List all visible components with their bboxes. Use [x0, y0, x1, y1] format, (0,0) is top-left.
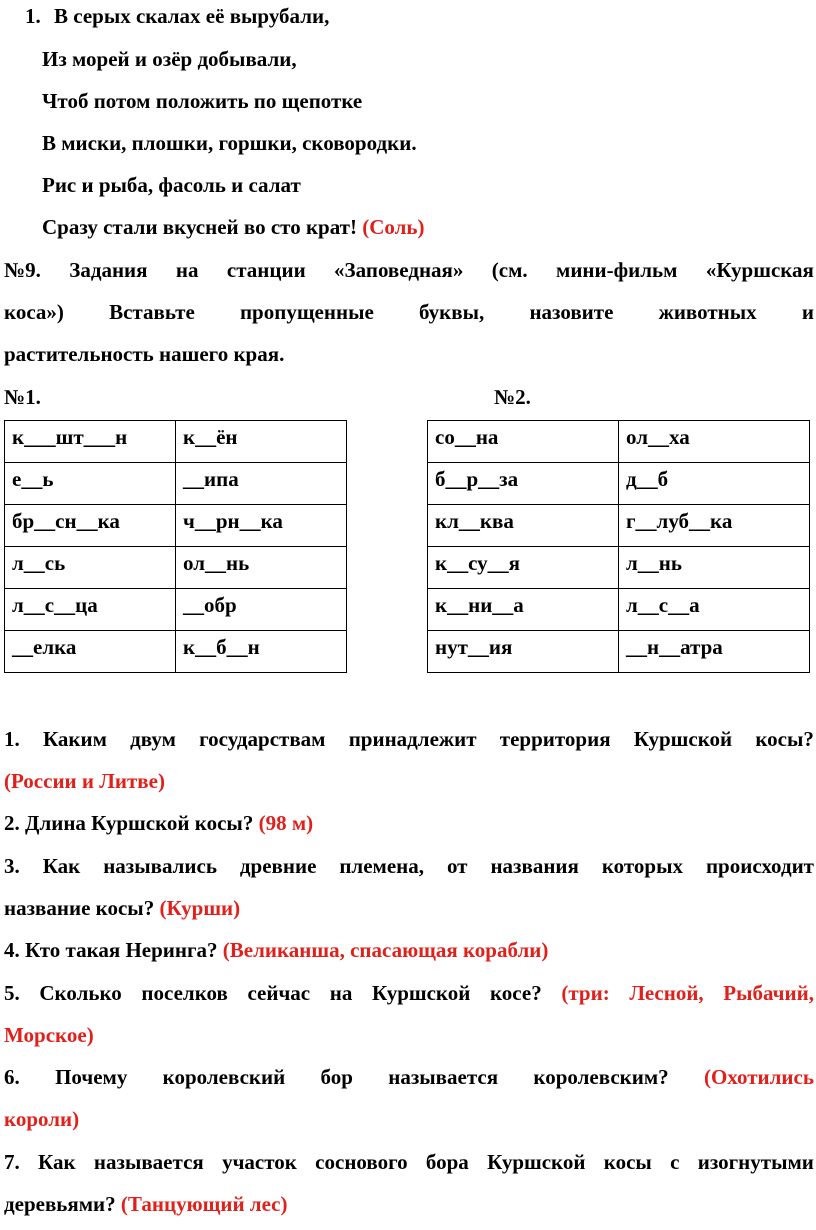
- riddle-line-5: Рис и рыба, фасоль и салат: [42, 173, 301, 197]
- question-3-word: 3.: [4, 854, 20, 878]
- table-cell: бр__сн__ка: [5, 505, 176, 547]
- table-row: [428, 547, 810, 589]
- task9-line-1-word: станции: [226, 258, 306, 282]
- question-1-word: территория: [499, 727, 611, 751]
- question-3-word: Как: [42, 854, 81, 878]
- riddle-line-4: В миски, плошки, горшки, сковородки.: [42, 131, 417, 155]
- table-cell: __ипа: [176, 463, 347, 505]
- question-3-word: назывались: [103, 854, 217, 878]
- question-4-text: 4. Кто такая Неринга?: [4, 938, 218, 962]
- question-7-word: бора: [425, 1150, 469, 1174]
- table-row: [5, 463, 347, 505]
- table-cell: л__с__а: [619, 589, 810, 631]
- task9-line-2-word: буквы,: [418, 300, 485, 324]
- question-6-answer-word: (Охотились: [703, 1065, 814, 1089]
- question-6-word: называется: [388, 1065, 499, 1089]
- question-1-word: Каким: [42, 727, 107, 751]
- task9-line-1-word: «Куршская: [705, 258, 814, 282]
- question-3-line-2: [4, 895, 240, 921]
- table-cell: к__су__я: [428, 547, 619, 589]
- table-1: [4, 420, 347, 673]
- table-row: [5, 589, 347, 631]
- question-3-word: названия: [490, 854, 579, 878]
- question-5-word: косе?: [489, 981, 542, 1005]
- table-cell: к__ён: [176, 421, 347, 463]
- question-2-answer: (98 м): [258, 811, 314, 835]
- question-1-word: Куршской: [633, 727, 733, 751]
- task9-line-1-word: (см.: [491, 258, 528, 282]
- table-cell: __елка: [5, 631, 176, 673]
- task9-line-1-word: №9.: [4, 258, 41, 282]
- question-5-word: Куршской: [372, 981, 471, 1005]
- question-7-line-2: [4, 1191, 287, 1217]
- question-5-answer-word: (три:: [561, 981, 610, 1005]
- table-row: [428, 589, 810, 631]
- question-1-word: 1.: [4, 727, 20, 751]
- table-cell: г__луб__ка: [619, 505, 810, 547]
- question-6-word: бор: [320, 1065, 353, 1089]
- table-row: [428, 631, 810, 673]
- question-1-answer: (России и Литве): [4, 769, 165, 793]
- table-cell: к__б__н: [176, 631, 347, 673]
- table1-label: №1.: [4, 385, 41, 409]
- question-1-word: государствам: [199, 727, 326, 751]
- task9-line-2: [4, 299, 814, 325]
- question-5-word: поселков: [141, 981, 228, 1005]
- riddle-line-1: В серых скалах её вырубали,: [54, 4, 330, 28]
- question-4-answer: (Великанша, спасающая корабли): [222, 938, 549, 962]
- question-3-word: которых: [601, 854, 683, 878]
- question-7-answer: (Танцующий лес): [120, 1192, 288, 1216]
- question-6-answer-line-2: короли): [4, 1107, 80, 1131]
- riddle-answer: (Соль): [362, 215, 425, 239]
- table-cell: __обр: [176, 589, 347, 631]
- table-cell: ол__нь: [176, 547, 347, 589]
- question-6-line-1: [4, 1064, 814, 1090]
- question-6-word: Почему: [55, 1065, 128, 1089]
- question-7-word: изогнутыми: [697, 1150, 814, 1174]
- table-cell: л__сь: [5, 547, 176, 589]
- question-5-word: сейчас: [247, 981, 311, 1005]
- table-cell: л__с__ца: [5, 589, 176, 631]
- question-7-word: называется: [93, 1150, 204, 1174]
- question-6-word: королевский: [162, 1065, 286, 1089]
- question-1-word: принадлежит: [348, 727, 477, 751]
- table-cell: е__ь: [5, 463, 176, 505]
- task9-line-2-word: и: [801, 300, 814, 324]
- question-3-word: происходит: [705, 854, 814, 878]
- question-5-answer-word: Лесной,: [629, 981, 704, 1005]
- table2-label: №2.: [494, 385, 531, 409]
- question-7-word: участок: [222, 1150, 297, 1174]
- task9-line-3: растительность нашего края.: [4, 342, 285, 366]
- question-5-word: Сколько: [39, 981, 122, 1005]
- question-6-word: королевским?: [533, 1065, 669, 1089]
- question-7-line-1: [4, 1149, 814, 1175]
- riddle-line-2: Из морей и озёр добывали,: [42, 47, 297, 71]
- task9-line-1-word: «Заповедная»: [334, 258, 464, 282]
- table-2: [427, 420, 810, 673]
- question-7-word: Куршской: [487, 1150, 586, 1174]
- question-1-word: косы?: [755, 727, 814, 751]
- table-cell: кл__ква: [428, 505, 619, 547]
- table-row: [428, 463, 810, 505]
- table-cell: нут__ия: [428, 631, 619, 673]
- table-cell: б__р__за: [428, 463, 619, 505]
- table-row: [5, 421, 347, 463]
- riddle-line-6: [42, 214, 425, 240]
- table-row: [5, 547, 347, 589]
- question-3-text: название косы?: [4, 896, 155, 920]
- question-3-word: племена,: [339, 854, 425, 878]
- task9-line-2-word: Вставьте: [109, 300, 195, 324]
- question-1-line-1: [4, 726, 814, 752]
- table-cell: ч__рн__ка: [176, 505, 347, 547]
- riddle-line-3: Чтоб потом положить по щепотке: [42, 89, 363, 113]
- table-cell: д__б: [619, 463, 810, 505]
- question-4: [4, 937, 548, 963]
- question-5-answer-line-2: Морское): [4, 1023, 94, 1047]
- table-cell: к___шт___н: [5, 421, 176, 463]
- question-3-answer: (Курши): [159, 896, 241, 920]
- table-cell: к__ни__а: [428, 589, 619, 631]
- question-5-answer-word: Рыбачий,: [723, 981, 814, 1005]
- question-5-line-1: [4, 980, 814, 1006]
- task9-line-2-word: животных: [658, 300, 757, 324]
- question-7-word: с: [670, 1150, 680, 1174]
- question-7-word: соснового: [315, 1150, 408, 1174]
- question-5-word: на: [329, 981, 353, 1005]
- riddle-line-6-text: Сразу стали вкусней во сто крат!: [42, 215, 357, 239]
- question-3-word: от: [446, 854, 468, 878]
- task9-line-1-word: мини-фильм: [556, 258, 678, 282]
- task9-line-1-word: Задания: [69, 258, 148, 282]
- task9-line-1: [4, 257, 814, 283]
- question-7-word: 7.: [4, 1150, 20, 1174]
- question-3-line-1: [4, 853, 814, 879]
- riddle-number: 1.: [25, 4, 41, 28]
- table-cell: со__на: [428, 421, 619, 463]
- table-row: [428, 505, 810, 547]
- question-1-word: двум: [130, 727, 176, 751]
- question-5-word: 5.: [4, 981, 20, 1005]
- question-7-word: Как: [38, 1150, 76, 1174]
- question-2: [4, 810, 313, 836]
- question-7-word: косы: [603, 1150, 652, 1174]
- task9-line-1-word: на: [175, 258, 199, 282]
- table-cell: __н__атра: [619, 631, 810, 673]
- question-6-word: 6.: [4, 1065, 20, 1089]
- question-7-text: деревьями?: [4, 1192, 116, 1216]
- table-cell: ол__ха: [619, 421, 810, 463]
- task9-line-2-word: пропущенные: [239, 300, 374, 324]
- task9-line-2-word: назовите: [529, 300, 614, 324]
- table-cell: л__нь: [619, 547, 810, 589]
- table-row: [5, 505, 347, 547]
- table-row: [5, 631, 347, 673]
- question-3-word: древние: [239, 854, 317, 878]
- question-2-text: 2. Длина Куршской косы?: [4, 811, 254, 835]
- table-row: [428, 421, 810, 463]
- task9-line-2-word: коса»): [4, 300, 64, 324]
